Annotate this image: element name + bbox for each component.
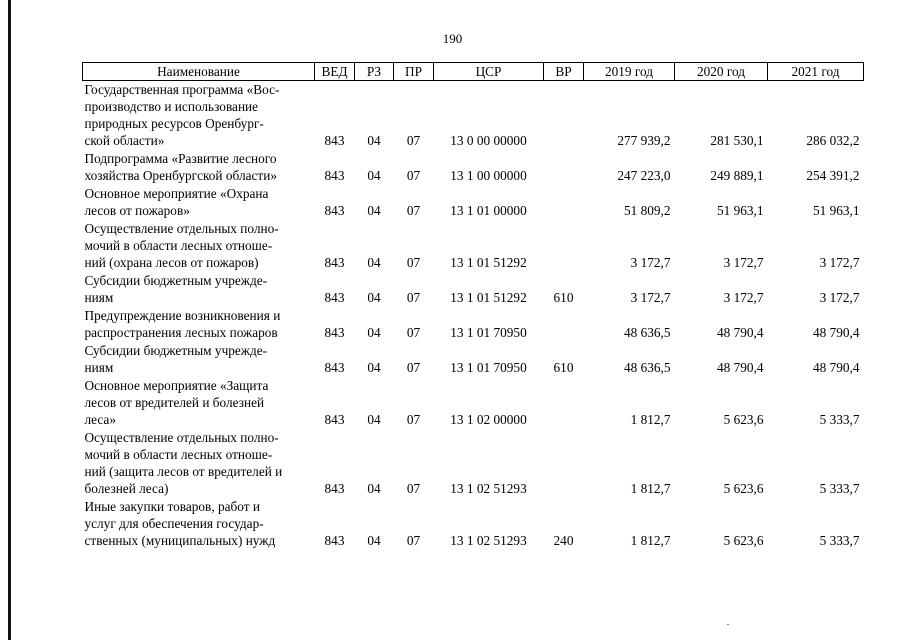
cell-vr: 610 [553, 360, 574, 375]
cell-name [83, 272, 315, 307]
cell-vr [544, 377, 584, 429]
cell-pr: 07 [406, 255, 421, 270]
cell-name [83, 81, 315, 151]
cell-2021: 5 333,7 [819, 412, 860, 427]
cell-2019: 48 636,5 [623, 325, 671, 340]
cell-2020: 48 790,4 [716, 360, 764, 375]
cell-2021: 51 963,1 [812, 203, 860, 218]
cell-rz: 04 [367, 168, 381, 183]
header-rz: РЗ [355, 63, 394, 81]
cell-2021: 48 790,4 [812, 360, 860, 375]
scan-speck [727, 624, 729, 625]
cell-2020: 3 172,7 [723, 290, 764, 305]
cell-2021: 5 333,7 [819, 533, 860, 548]
cell-vr: 240 [553, 533, 574, 548]
cell-vr [544, 429, 584, 498]
name-line: распространения лесных пожаров [84, 325, 278, 340]
name-line: ний (охрана лесов от пожаров) [84, 255, 259, 270]
cell-ved: 843 [324, 325, 345, 340]
name-line: болезней леса) [84, 481, 169, 496]
cell-ved: 843 [324, 290, 345, 305]
name-line: мочий в области лесных отноше- [84, 447, 273, 462]
cell-rz: 04 [367, 203, 381, 218]
cell-2020: 51 963,1 [716, 203, 764, 218]
name-line: лесов от пожаров» [84, 203, 190, 218]
cell-rz: 04 [367, 412, 381, 427]
cell-ved: 843 [324, 203, 345, 218]
name-line: природных ресурсов Оренбург- [84, 116, 264, 131]
table-row [83, 185, 864, 220]
cell-rz: 04 [367, 481, 381, 496]
name-line: Государственная программа «Вос- [84, 82, 280, 97]
cell-2019: 1 812,7 [630, 481, 671, 496]
cell-pr: 07 [406, 325, 421, 340]
header-2019: 2019 год [584, 63, 675, 81]
table-row [83, 377, 864, 429]
table-row [83, 429, 864, 498]
cell-2021: 254 391,2 [806, 168, 860, 183]
cell-name [83, 498, 315, 550]
cell-2019: 1 812,7 [630, 533, 671, 548]
cell-pr: 07 [406, 133, 421, 148]
table-row [83, 150, 864, 185]
cell-ved: 843 [324, 255, 345, 270]
name-line: лесов от вредителей и болезней [84, 395, 265, 410]
cell-name [83, 185, 315, 220]
cell-ved: 843 [324, 360, 345, 375]
name-line: мочий в области лесных отноше- [84, 238, 273, 253]
cell-rz: 04 [367, 325, 381, 340]
name-line: ниям [84, 290, 114, 305]
name-line: ниям [84, 360, 114, 375]
cell-2019: 3 172,7 [630, 290, 671, 305]
name-line: Иные закупки товаров, работ и [84, 499, 261, 514]
cell-name [83, 342, 315, 377]
cell-ved: 843 [324, 168, 345, 183]
cell-2021: 3 172,7 [819, 255, 860, 270]
table-row [83, 342, 864, 377]
cell-pr: 07 [406, 168, 421, 183]
cell-pr: 07 [406, 360, 421, 375]
cell-csr: 13 0 00 00000 [450, 133, 527, 148]
cell-2020: 5 623,6 [723, 412, 764, 427]
cell-rz: 04 [367, 290, 381, 305]
cell-2019: 1 812,7 [630, 412, 671, 427]
cell-2019: 3 172,7 [630, 255, 671, 270]
cell-2021: 286 032,2 [806, 133, 860, 148]
cell-ved: 843 [324, 533, 345, 548]
header-pr: ПР [394, 63, 434, 81]
cell-csr: 13 1 01 00000 [450, 203, 527, 218]
name-line: ний (защита лесов от вредителей и [84, 464, 283, 479]
cell-csr: 13 1 02 51293 [450, 533, 527, 548]
cell-rz: 04 [367, 133, 381, 148]
name-line: ственных (муниципальных) нужд [84, 533, 276, 548]
name-line: ской области» [84, 133, 165, 148]
cell-vr: 610 [553, 290, 574, 305]
cell-name [83, 429, 315, 498]
table-row [83, 220, 864, 272]
cell-pr: 07 [406, 290, 421, 305]
cell-2021: 5 333,7 [819, 481, 860, 496]
page-number: 190 [442, 31, 463, 46]
header-2021: 2021 год [768, 63, 864, 81]
header-vr: ВР [544, 63, 584, 81]
name-line: Осуществление отдельных полно- [84, 430, 279, 445]
cell-vr [544, 81, 584, 151]
cell-name [83, 377, 315, 429]
table-body [83, 81, 864, 551]
name-line: Субсидии бюджетным учрежде- [84, 273, 268, 288]
header-name: Наименование [83, 63, 315, 81]
cell-csr: 13 1 01 70950 [450, 360, 527, 375]
cell-2021: 48 790,4 [812, 325, 860, 340]
name-line: услуг для обеспечения государ- [84, 516, 264, 531]
cell-ved: 843 [324, 481, 345, 496]
table-row [83, 307, 864, 342]
table-row [83, 81, 864, 151]
cell-ved: 843 [324, 412, 345, 427]
cell-2019: 48 636,5 [623, 360, 671, 375]
cell-2019: 277 939,2 [617, 133, 671, 148]
cell-2020: 5 623,6 [723, 481, 764, 496]
cell-rz: 04 [367, 255, 381, 270]
header-2020: 2020 год [675, 63, 768, 81]
cell-pr: 07 [406, 412, 421, 427]
name-line: Субсидии бюджетным учрежде- [84, 343, 268, 358]
cell-pr: 07 [406, 533, 421, 548]
cell-2019: 51 809,2 [623, 203, 671, 218]
name-line: Осуществление отдельных полно- [84, 221, 279, 236]
cell-2020: 281 530,1 [710, 133, 764, 148]
cell-csr: 13 1 00 00000 [450, 168, 527, 183]
cell-vr [544, 150, 584, 185]
name-line: Основное мероприятие «Охрана [84, 186, 269, 201]
cell-csr: 13 1 01 51292 [450, 255, 527, 270]
header-ved: ВЕД [315, 63, 355, 81]
cell-2019: 247 223,0 [617, 168, 671, 183]
cell-2020: 5 623,6 [723, 533, 764, 548]
page-edge-rule [8, 0, 11, 640]
name-line: Подпрограмма «Развитие лесного [84, 151, 277, 166]
table-row [83, 272, 864, 307]
cell-csr: 13 1 01 51292 [450, 290, 527, 305]
header-csr: ЦСР [434, 63, 544, 81]
cell-2020: 3 172,7 [723, 255, 764, 270]
cell-vr [544, 220, 584, 272]
table-header-row [83, 63, 864, 81]
name-line: производство и использование [84, 99, 259, 114]
name-line: Основное мероприятие «Защита [84, 378, 269, 393]
table-row [83, 498, 864, 550]
budget-table [82, 62, 864, 550]
cell-2020: 249 889,1 [710, 168, 764, 183]
cell-vr [544, 185, 584, 220]
cell-name [83, 150, 315, 185]
cell-csr: 13 1 02 00000 [450, 412, 527, 427]
cell-2020: 48 790,4 [716, 325, 764, 340]
cell-csr: 13 1 01 70950 [450, 325, 527, 340]
cell-pr: 07 [406, 203, 421, 218]
cell-csr: 13 1 02 51293 [450, 481, 527, 496]
name-line: леса» [84, 412, 116, 427]
cell-rz: 04 [367, 360, 381, 375]
cell-ved: 843 [324, 133, 345, 148]
cell-2021: 3 172,7 [819, 290, 860, 305]
cell-name [83, 220, 315, 272]
cell-vr [544, 307, 584, 342]
name-line: хозяйства Оренбургской области» [84, 168, 277, 183]
cell-name [83, 307, 315, 342]
cell-pr: 07 [406, 481, 421, 496]
cell-rz: 04 [367, 533, 381, 548]
name-line: Предупреждение возникновения и [84, 308, 281, 323]
